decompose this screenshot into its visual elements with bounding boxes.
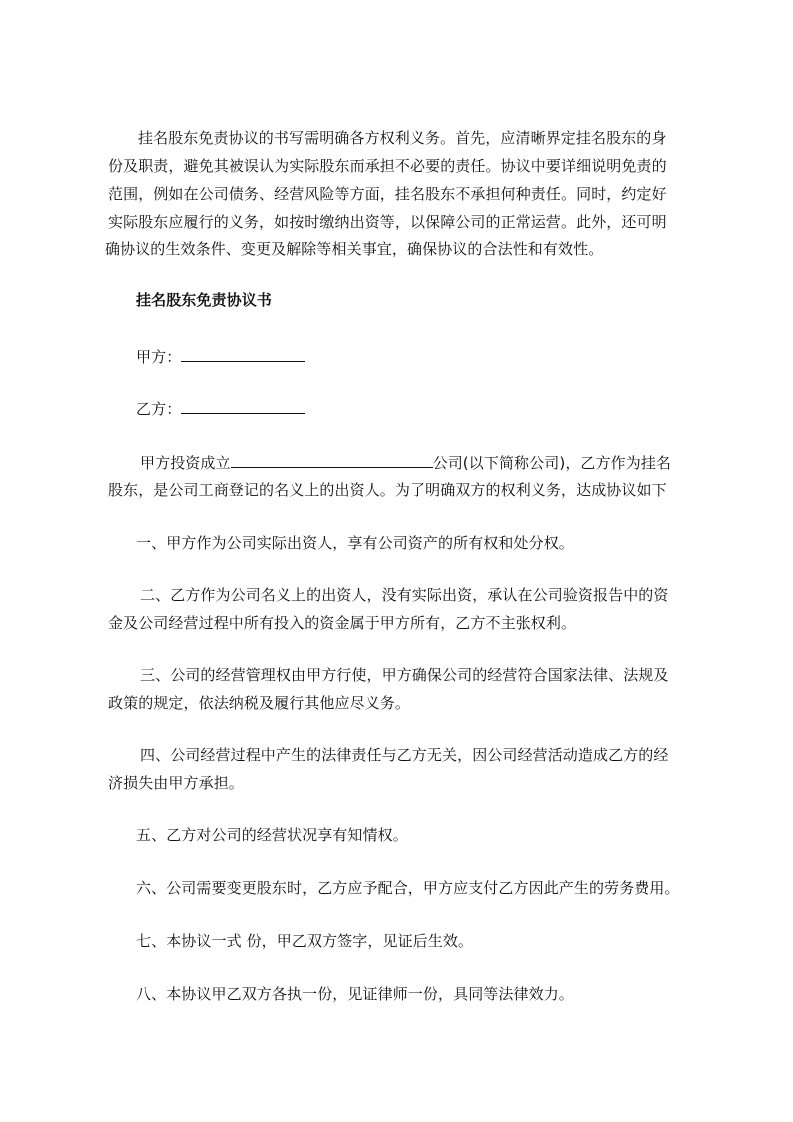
clause-7: 七、本协议一式 份，甲乙双方签字，见证后生效。	[136, 932, 474, 950]
intro-line: 确协议的生效条件、变更及解除等相关事宜，确保协议的合法性和有效性。	[105, 240, 604, 258]
preamble-part2: 公司(以下简称公司)，乙方作为挂名	[432, 454, 672, 472]
intro-line: 实际股东应履行的义务，如按时缴纳出资等，以保障公司的正常运营。此外，还可明	[108, 213, 667, 231]
party-a-label: 甲方：	[136, 348, 182, 366]
clause-2-continued: 金及公司经营过程中所有投入的资金属于甲方所有，乙方不主张权利。	[108, 614, 577, 632]
party-b-label: 乙方：	[136, 400, 182, 418]
preamble-part1: 甲方投资成立	[140, 454, 231, 472]
intro-line: 份及职责，避免其被误认为实际股东而承担不必要的责任。协议中要详细说明免责的	[108, 157, 667, 175]
company-name-blank	[231, 452, 433, 468]
clause-3-continued: 政策的规定，依法纳税及履行其他应尽义务。	[108, 694, 411, 712]
clause-6: 六、公司需要变更股东时，乙方应予配合，甲方应支付乙方因此产生的劳务费用。	[136, 879, 680, 897]
intro-line: 挂名股东免责协议的书写需明确各方权利义务。首先，应清晰界定挂名股东的身	[138, 129, 667, 147]
clause-5: 五、乙方对公司的经营状况享有知情权。	[136, 826, 408, 844]
clause-2: 二、乙方作为公司名义上的出资人，没有实际出资，承认在公司验资报告中的资	[140, 586, 669, 604]
document-title: 挂名股东免责协议书	[136, 291, 272, 309]
party-a-blank	[181, 346, 305, 362]
clause-8: 八、本协议甲乙双方各执一份，见证律师一份，具同等法律效力。	[136, 985, 574, 1003]
intro-line: 范围，例如在公司债务、经营风险等方面，挂名股东不承担何种责任。同时，约定好	[108, 185, 667, 203]
clause-4: 四、公司经营过程中产生的法律责任与乙方无关，因公司经营活动造成乙方的经	[140, 746, 669, 764]
clause-4-continued: 济损失由甲方承担。	[108, 774, 244, 792]
preamble-line	[140, 452, 671, 473]
party-b-blank	[181, 398, 305, 414]
clause-1: 一、甲方作为公司实际出资人，享有公司资产的所有权和处分权。	[136, 534, 574, 552]
party-a-line	[136, 346, 305, 367]
party-b-line	[136, 398, 305, 419]
clause-3: 三、公司的经营管理权由甲方行使，甲方确保公司的经营符合国家法律、法规及	[140, 666, 669, 684]
preamble-line: 股东，是公司工商登记的名义上的出资人。为了明确双方的权利义务，达成协议如下	[108, 481, 667, 499]
